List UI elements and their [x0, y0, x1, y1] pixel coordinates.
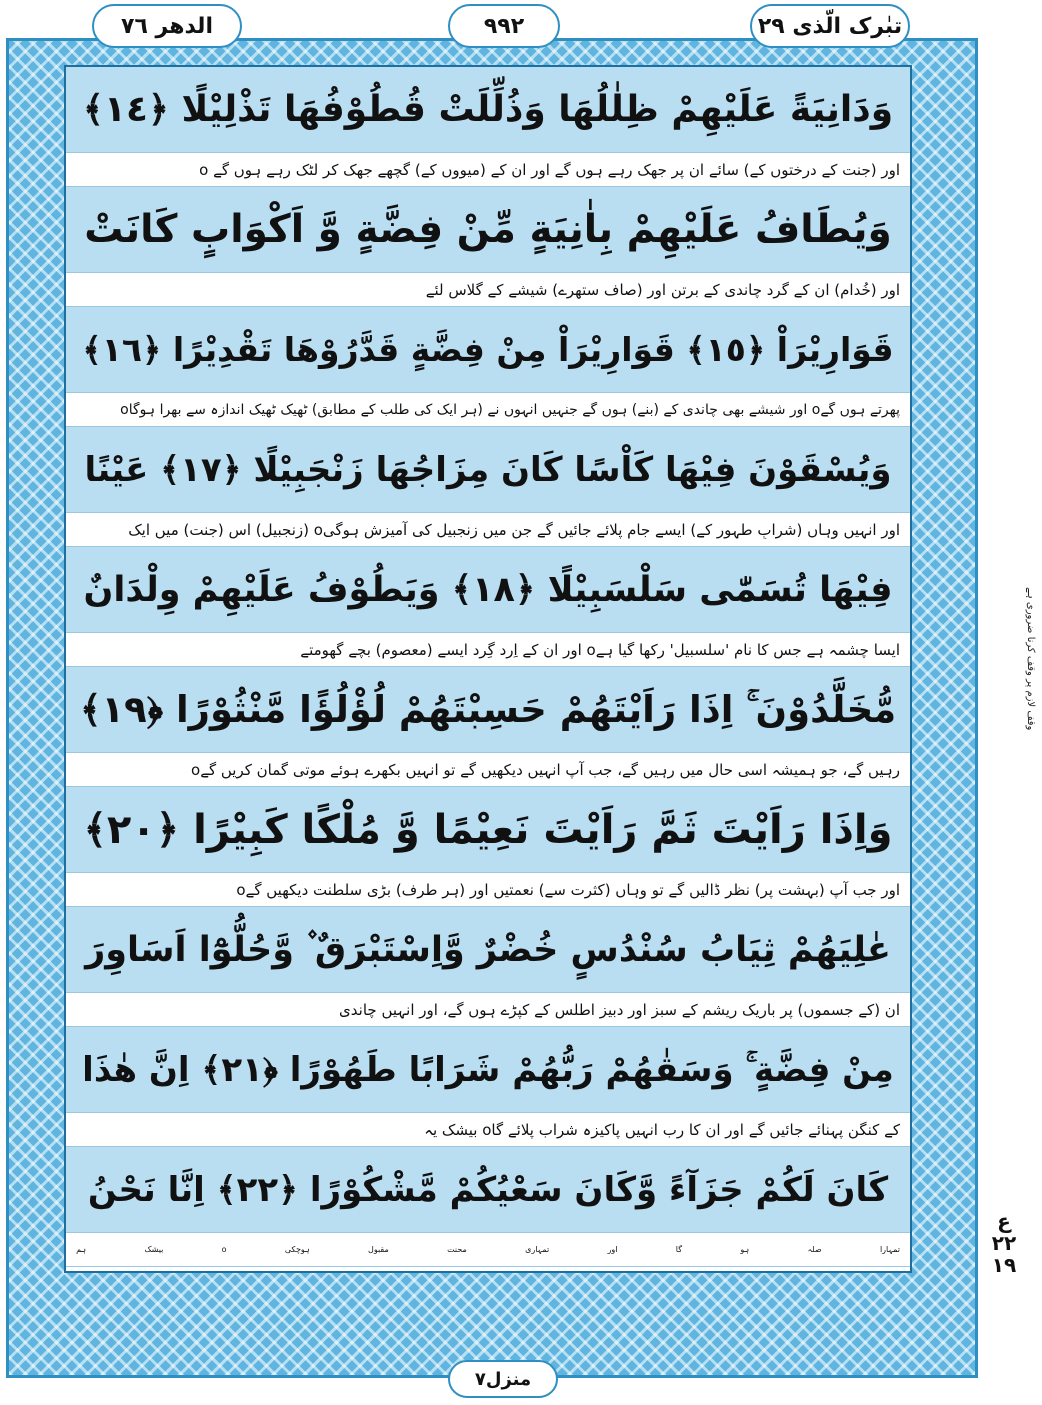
verse-line: [66, 307, 910, 393]
verse-text: وَيُسْقَوْنَ فِيْهَا كَاْسًا كَانَ مِزَاجُهَا زَنْجَبِيْلًا ﴿١٧﴾ عَيْنًا: [84, 450, 892, 490]
manzil-label: منزل٧: [448, 1360, 558, 1398]
page-number: ۹۹۲: [448, 4, 560, 48]
translation-line: [66, 1113, 910, 1147]
translation-word: o: [221, 1245, 227, 1254]
surah-name-label: الدھر ٧٦: [92, 4, 242, 48]
translation-word: تمہارا: [879, 1245, 900, 1254]
verse-line: [66, 1147, 910, 1233]
translation-line: [66, 993, 910, 1027]
translation-word: تمہاری: [525, 1245, 550, 1254]
verse-text: فِيْهَا تُسَمّٰى سَلْسَبِيْلًا ﴿١٨﴾ وَيَطُوْفُ عَلَيْهِمْ وِلْدَانٌ: [83, 569, 893, 610]
translation-text: رہیں گے، جو ہمیشہ اسی حال میں رہیں گے، جب آپ انہیں دیکھیں گے تو انہیں بکھرے ہوئے موتی گمان کریں گےo: [191, 760, 900, 779]
translation-word: بیشک: [144, 1245, 164, 1254]
text-panel: [64, 65, 912, 1273]
translation-word: ہوچکی: [284, 1245, 310, 1254]
translation-text: اور جب آپ (بہشت پر) نظر ڈالیں گے تو وہاں (کثرت سے) نعمتیں اور (ہر طرف) بڑی سلطنت دیکھیں گےo: [236, 880, 900, 899]
translation-text: پھرتے ہوں گےo اور شیشے بھی چاندی کے (بنے) ہوں گے جنہیں انہوں نے (ہر ایک کی طلب کے مطابق) ٹھیک ٹھیک اندازہ سے بھرا ہوگاo: [120, 401, 900, 418]
verse-text: وَاِذَا رَاَيْتَ ثَمَّ رَاَيْتَ نَعِيْمًا وَّ مُلْكًا كَبِيْرًا ﴿٢٠﴾: [83, 806, 893, 853]
translation-line: [66, 393, 910, 427]
translation-word: اور: [607, 1245, 618, 1254]
verse-line: [66, 787, 910, 873]
translation-line: [66, 873, 910, 907]
margin-note: وقف لازم پر وقف کرنا ضروری ہے: [1025, 586, 1036, 730]
verse-line: [66, 187, 910, 273]
verse-line: [66, 1027, 910, 1113]
translation-text: اور (جنت کے درختوں کے) سائے ان پر جھک رہے ہوں گے اور ان کے (میووں کے) گچھے جھک کر لٹک رہے ہوں گے o: [199, 160, 900, 179]
translation-line: [66, 153, 910, 187]
translation-line: [66, 753, 910, 787]
translation-line: [66, 633, 910, 667]
translation-text: کے کنگن پہنائے جائیں گے اور ان کا رب انہیں پاکیزہ شراب پلائے گاo بیشک یہ: [424, 1120, 900, 1139]
translation-text: اور انہیں وہاں (شرابِ طہور کے) ایسے جام پلائے جائیں گے جن میں زنجبیل کی آمیزش ہوگیo (زنجبیل) اس (جنت) میں ایک: [128, 520, 900, 539]
translation-word: صلہ: [807, 1245, 822, 1254]
verse-text: مِنْ فِضَّةٍ ۚ وَسَقٰهُمْ رَبُّهُمْ شَرَابًا طَهُوْرًا ﴿٢١﴾ اِنَّ هٰذَا: [82, 1050, 894, 1090]
verse-line: [66, 907, 910, 993]
translation-word: محنت: [447, 1245, 467, 1254]
verse-text: وَدَانِيَةً عَلَيْهِمْ ظِلٰلُهَا وَذُلِّلَتْ قُطُوْفُهَا تَذْلِيْلًا ﴿١٤﴾: [82, 89, 894, 130]
translation-line: [66, 513, 910, 547]
translation-line: [66, 1233, 910, 1267]
verse-text: كَانَ لَكُمْ جَزَآءً وَّكَانَ سَعْيُكُمْ مَّشْكُوْرًا ﴿٢٢﴾ اِنَّا نَحْنُ: [87, 1170, 889, 1210]
verse-line: [66, 667, 910, 753]
translation-text: ایسا چشمہ ہے جس کا نام 'سلسبیل' رکھا گیا ہےo اور ان کے اِرد گِرد ایسے (معصوم) بچے گھومتے: [300, 640, 900, 659]
translation-word: ہم: [76, 1245, 87, 1254]
translation-word-row: [76, 1245, 900, 1254]
ruku-marker: ع ۲۲ ۱۹: [991, 1209, 1017, 1277]
translation-text: اور (خُدام) ان کے گرد چاندی کے برتن اور (صاف ستھرے) شیشے کے گلاس لئے: [425, 280, 900, 299]
translation-text: ان (کے جسموں) پر باریک ریشم کے سبز اور دبیز اطلس کے کپڑے ہوں گے، اور انہیں چاندی: [339, 1000, 900, 1019]
verse-text: عٰلِيَهُمْ ثِيَابُ سُنْدُسٍ خُضْرٌ وَّاِسْتَبْرَقٌ ۫ وَّحُلُّوْٓا اَسَاوِرَ: [85, 929, 891, 970]
translation-word: ہو: [740, 1245, 750, 1254]
verse-text: وَيُطَافُ عَلَيْهِمْ بِاٰنِيَةٍ مِّنْ فِضَّةٍ وَّ اَكْوَابٍ كَانَتْ: [84, 207, 892, 252]
verse-text: قَوَارِيْرَاْ ﴿١٥﴾ قَوَارِيْرَاْ مِنْ فِضَّةٍ قَدَّرُوْهَا تَقْدِيْرًا ﴿١٦﴾: [82, 330, 894, 369]
verse-line: [66, 547, 910, 633]
verse-line: [66, 427, 910, 513]
verse-line: [66, 67, 910, 153]
translation-line: [66, 273, 910, 307]
translation-word: مقبول: [368, 1245, 389, 1254]
translation-word: گا: [675, 1245, 683, 1254]
juz-name-label: تبٰرک الّذی ۲۹: [750, 4, 910, 48]
verse-text: مُّخَلَّدُوْنَ ۚ اِذَا رَاَيْتَهُمْ حَسِبْتَهُمْ لُؤْلُؤًا مَّنْثُوْرًا ﴿١٩﴾: [79, 687, 897, 731]
